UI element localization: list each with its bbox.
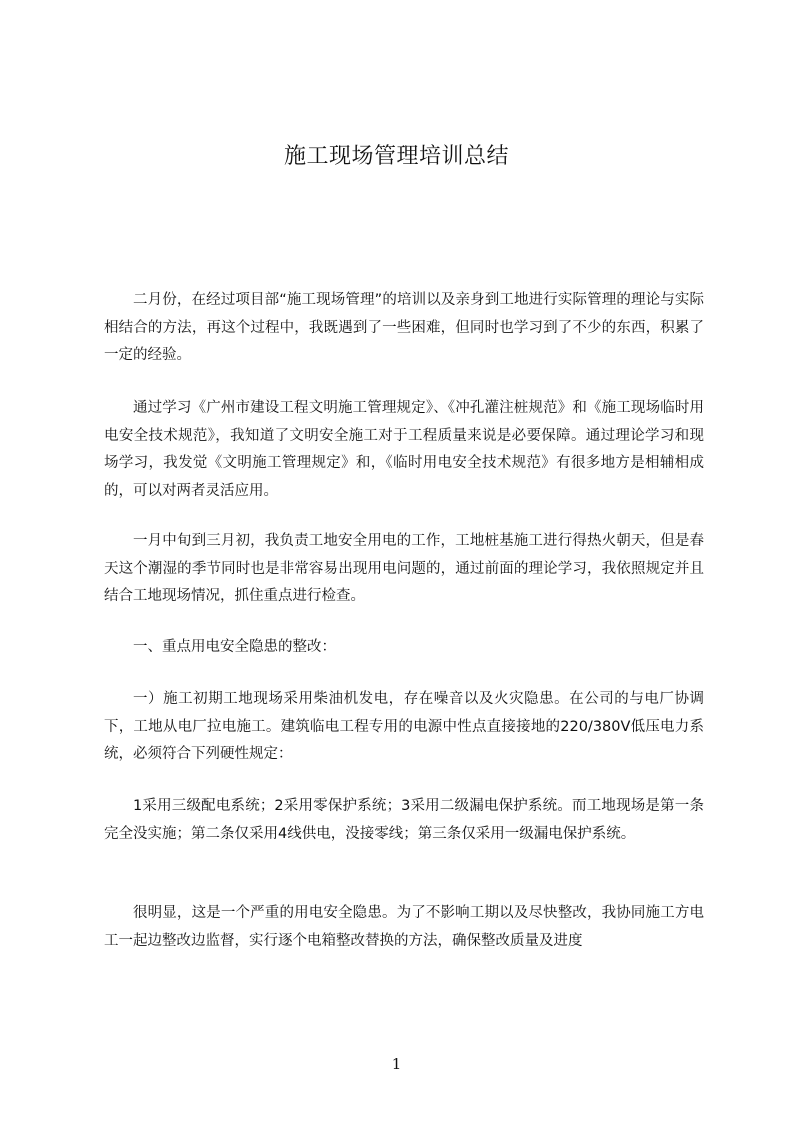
paragraph-duty: 一月中旬到三月初，我负责工地安全用电的工作，工地桩基施工进行得热火朝天，但是春天这个潮湿的季节同时也是非常容易出现用电问题的，通过前面的理论学习，我依照规定并且结合工地现场情况，抓住重点进行检查。 [104,533,704,604]
paragraph-rules: 1采用三级配电系统；2采用零保护系统；3采用二级漏电保护系统。而工地现场是第一条完全没实施；第二条仅采用4线供电，没接零线；第三条仅采用一级漏电保护系统。 [104,798,704,842]
section-heading: 一、重点用电安全隐患的整改： [133,639,336,655]
paragraph-conclusion: 很明显，这是一个严重的用电安全隐患。为了不影响工期以及尽快整改，我协同施工方电工一起边整改边监督，实行逐个电箱整改替换的方法，确保整改质量及进度 [104,905,704,949]
document-title: 施工现场管理培训总结 [283,144,509,169]
paragraph-intro: 二月份，在经过项目部“施工现场管理”的培训以及亲身到工地进行实际管理的理论与实际相结合的方法，再这个过程中，我既遇到了一些困难，但同时也学习到了不少的东西，积累了一定的经验。 [104,292,704,363]
paragraph-study: 通过学习《广州市建设工程文明施工管理规定》、《冲孔灌注桩规范》和《施工现场临时用电安全技术规范》，我知道了文明安全施工对于工程质量来说是必要保障。通过理论学习和现场学习，我发觉《文明施工管理规定》和，《临时用电安全技术规范》有很多地方是相辅相成的，可以对两者灵活应用。 [104,400,704,499]
page-number: 1 [391,1055,402,1073]
paragraph-item-one: 一）施工初期工地现场采用柴油机发电，存在噪音以及火灾隐患。在公司的与电厂协调下，工地从电厂拉电施工。建筑临电工程专用的电源中性点直接接地的220/380V低压电力系统，必须符合下列硬性规定： [104,691,704,762]
